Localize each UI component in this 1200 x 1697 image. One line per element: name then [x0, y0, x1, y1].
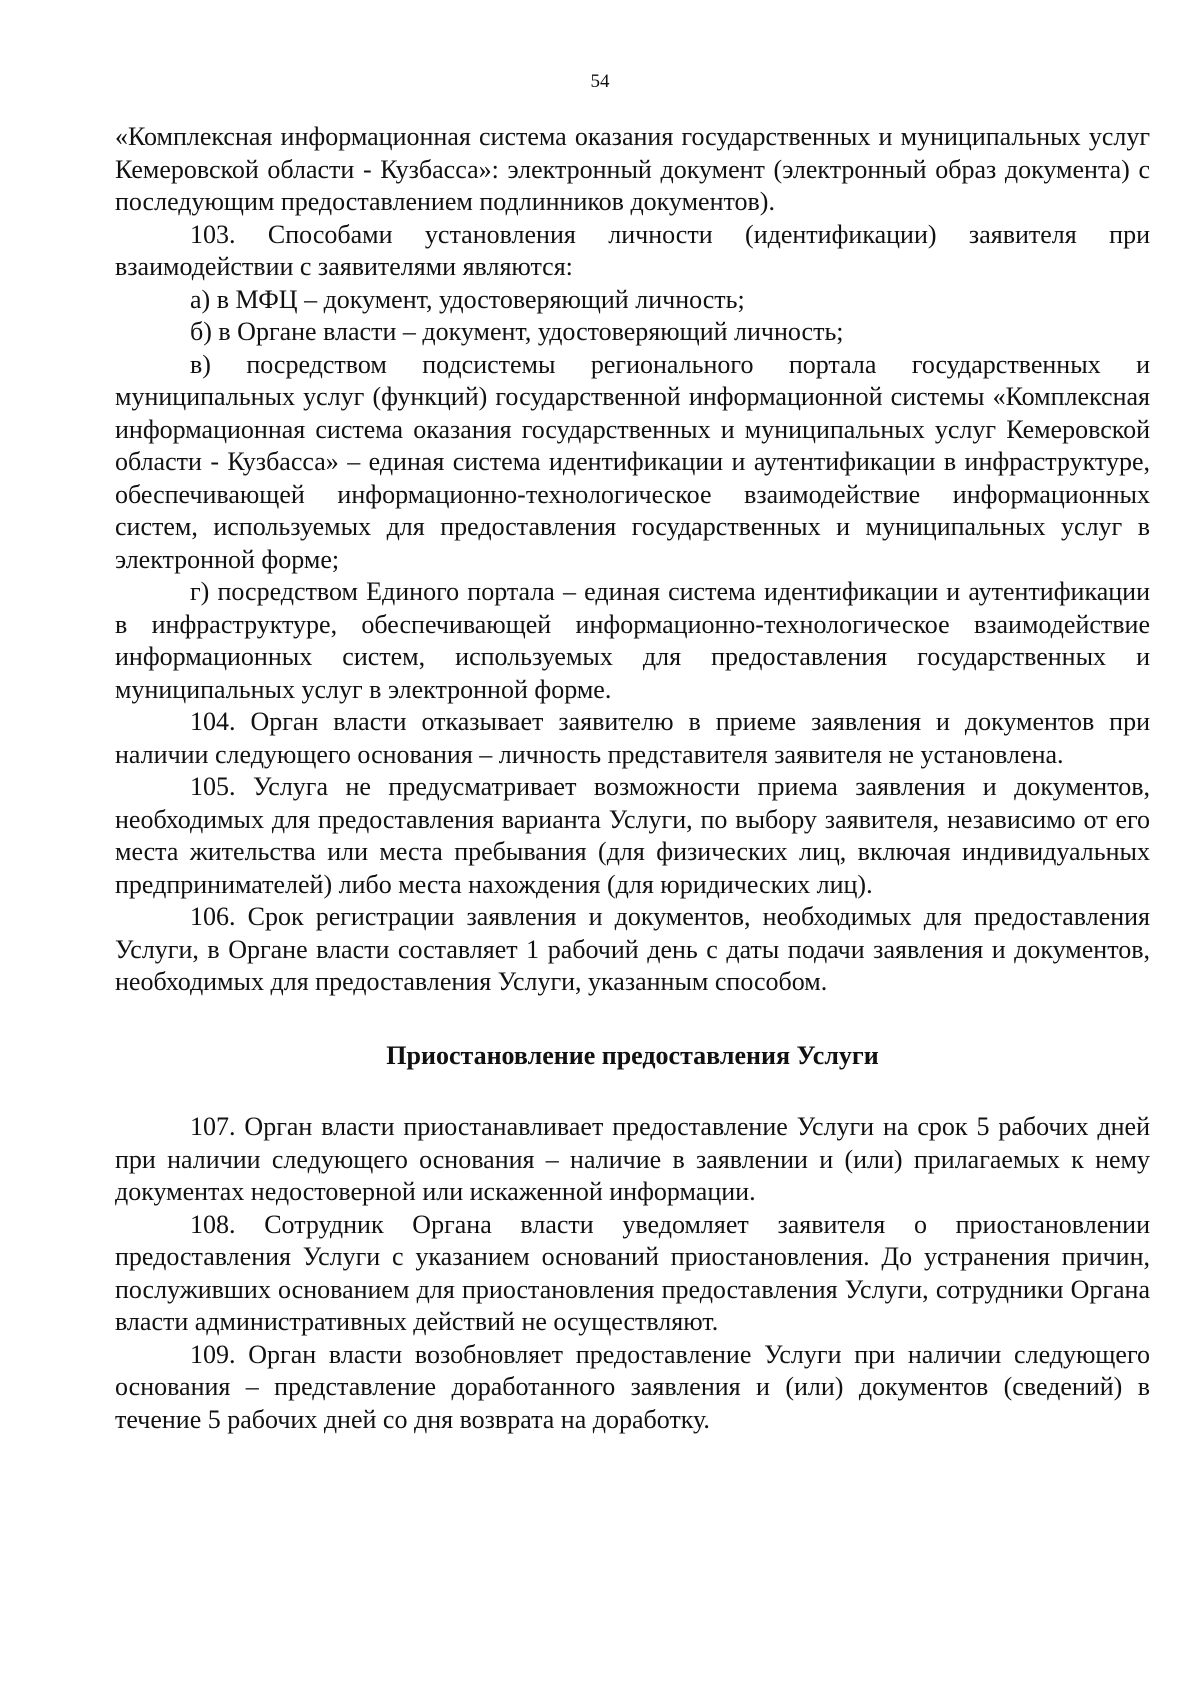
paragraph-105: 105. Услуга не предусматривает возможности приема заявления и документов, необходимых для предоставления варианта Услуги, по выбору заявителя, независимо от его места жительства или места пребывания (для физических лиц, включая индивидуальных предпринимателей) либо места нахождения (для юридических лиц).	[115, 772, 1150, 899]
paragraph-continuation: «Комплексная информационная система оказания государственных и муниципальных услуг Кемеровской области - Кузбасса»: электронный документ (электронный образ документа) с последующим предоставлением подлинников документов).	[115, 122, 1150, 216]
page-number: 54	[590, 71, 610, 92]
section-heading: Приостановление предоставления Услуги	[386, 1040, 879, 1070]
document-body	[115, 121, 1150, 1436]
list-item-v: в) посредством подсистемы регионального портала государственных и муниципальных услуг (функций) государственной информационной системы «Комплексная информационная система оказания государственных и муниципальных услуг Кемеровской области - Кузбасса» – единая система идентификации и аутентификации в инфраструктуре, обеспечивающей информационно-технологическое взаимодействие информационных систем, используемых для предоставления государственных и муниципальных услуг в электронной форме;	[115, 349, 1150, 574]
paragraph-109: 109. Орган власти возобновляет предоставление Услуги при наличии следующего основания – представление доработанного заявления и (или) документов (сведений) в течение 5 рабочих дней со дня возврата на доработку.	[115, 1339, 1150, 1434]
list-item-g: г) посредством Единого портала – единая система идентификации и аутентификации в инфраструктуре, обеспечивающей информационно-технологическое взаимодействие информационных систем, используемых для предоставления государственных и муниципальных услуг в электронной форме.	[115, 577, 1150, 704]
paragraph-108: 108. Сотрудник Органа власти уведомляет заявителя о приостановлении предоставления Услуги с указанием оснований приостановления. До устранения причин, послуживших основанием для приостановления предоставления Услуги, сотрудники Органа власти административных действий не осуществляют.	[115, 1209, 1150, 1336]
paragraph-107: 107. Орган власти приостанавливает предоставление Услуги на срок 5 рабочих дней при наличии следующего основания – наличие в заявлении и (или) прилагаемых к нему документах недостоверной или искаженной информации.	[115, 1112, 1150, 1206]
paragraph-104: 104. Орган власти отказывает заявителю в приеме заявления и документов при наличии следующего основания – личность представителя заявителя не установлена.	[115, 707, 1150, 769]
list-item-a: а) в МФЦ – документ, удостоверяющий личность;	[190, 284, 745, 314]
list-item-b: б) в Органе власти – документ, удостоверяющий личность;	[190, 317, 844, 346]
paragraph-103: 103. Способами установления личности (идентификации) заявителя при взаимодействии с заявителями являются:	[115, 219, 1150, 281]
paragraph-106: 106. Срок регистрации заявления и документов, необходимых для предоставления Услуги, в Органе власти составляет 1 рабочий день с даты подачи заявления и документов, необходимых для предоставления Услуги, указанным способом.	[115, 902, 1150, 996]
